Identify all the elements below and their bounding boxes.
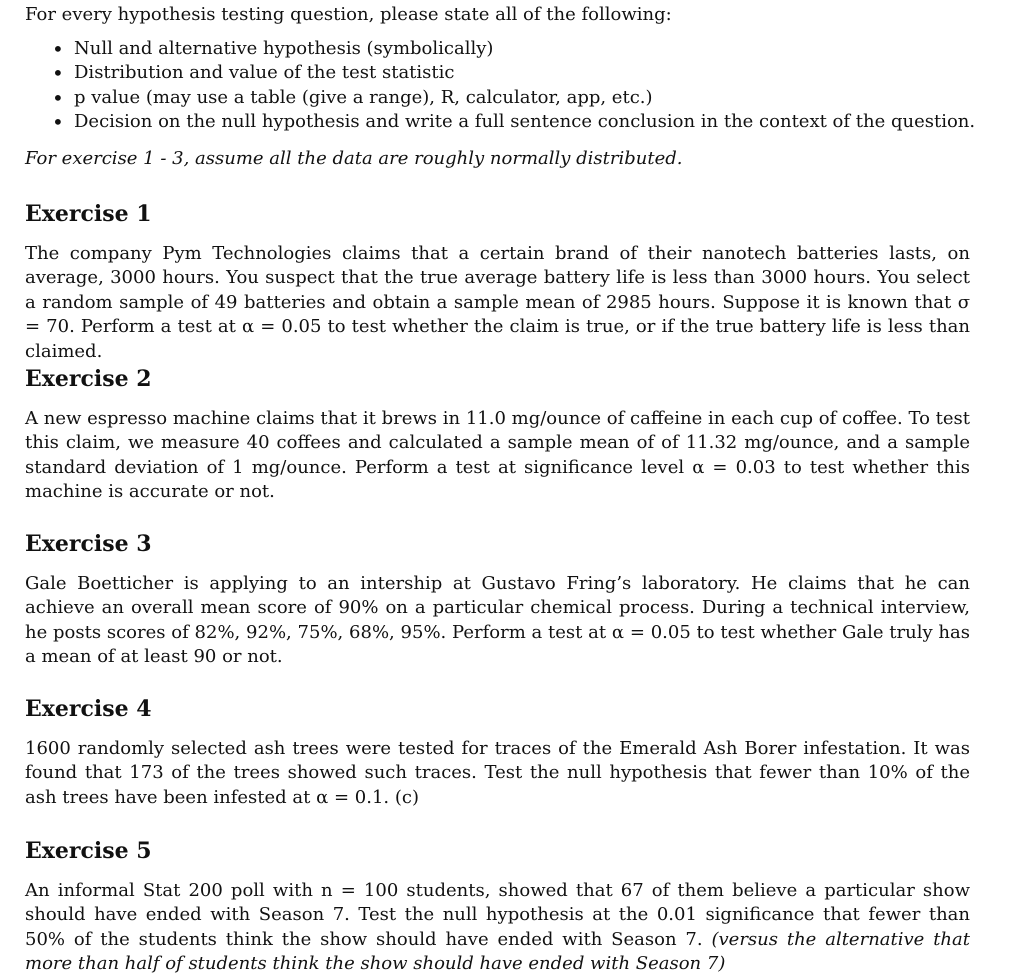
list-item: • p value (may use a table (give a range), R, calculator, app, etc.) (52, 86, 975, 110)
exercise-text: Gale Boetticher is applying to an intership at Gustavo Fring’s laboratory. He claims that he can achieve an overall mean score of 90% on a particular chemical process. During a technical interview, he posts scores of 82%, 92%, 75%, 68%, 95%. Perform a test at α = 0.05 to test whether Gale truly has a mean of at least 90 or not. (25, 573, 970, 668)
exercise-title: Exercise 2 (25, 366, 152, 392)
exercise-text: A new espresso machine claims that it brews in 11.0 mg/ounce of caffeine in each cup of coffee. To test this claim, we measure 40 coffees and calculated a sample mean of of 11.32 mg/ounce, and a sample standard deviation of 1 mg/ounce. Perform a test at significance level α = 0.03 to test whether this machine is accurate or not. (25, 408, 970, 503)
exercise-text-block (25, 879, 970, 977)
exercise-title: Exercise 5 (25, 838, 152, 864)
exercise-1 (25, 200, 970, 364)
exercise-2 (25, 365, 970, 505)
exercise-text: The company Pym Technologies claims that a certain brand of their nanotech batteries lasts, on average, 3000 hours. You suspect that the true average battery life is less than 3000 hours. You select a random sample of 49 batteries and obtain a sample mean of 2985 hours. Suppose it is known that σ = 70. Perform a test at α = 0.05 to test whether the claim is true, or if the true battery life is less than claimed. (25, 243, 970, 362)
exercise-4 (25, 695, 970, 810)
exercise-text: An informal Stat 200 poll with n = 100 students, showed that 67 of them believe a particular show should have ended with Season 7. Test the null hypothesis at the 0.01 significance that fewer than 50% of the students think the show should have ended with Season 7. (25, 880, 970, 950)
requirements-list (52, 37, 975, 134)
exercise-text: 1600 randomly selected ash trees were tested for traces of the Emerald Ash Borer infestation. It was found that 173 of the trees showed such traces. Test the null hypothesis that fewer than 10% of the ash trees have been infested at α = 0.1. (c) (25, 738, 970, 808)
list-item: • Distribution and value of the test statistic (52, 61, 975, 85)
intro-text: For every hypothesis testing question, please state all of the following: (25, 4, 672, 25)
exercise-text-italic: (versus the alternative that more than half of students think the show should have ended with Season 7) (25, 928, 970, 975)
exercise-5 (25, 837, 970, 977)
exercise-title: Exercise 1 (25, 201, 152, 227)
exercise-3 (25, 530, 970, 670)
assumption-note: For exercise 1 - 3, assume all the data are roughly normally distributed. (25, 148, 683, 169)
exercise-title: Exercise 4 (25, 696, 152, 722)
list-item: • Decision on the null hypothesis and write a full sentence conclusion in the context of the question. (52, 110, 975, 134)
list-item: • Null and alternative hypothesis (symbolically) (52, 37, 975, 61)
exercise-title: Exercise 3 (25, 531, 152, 557)
